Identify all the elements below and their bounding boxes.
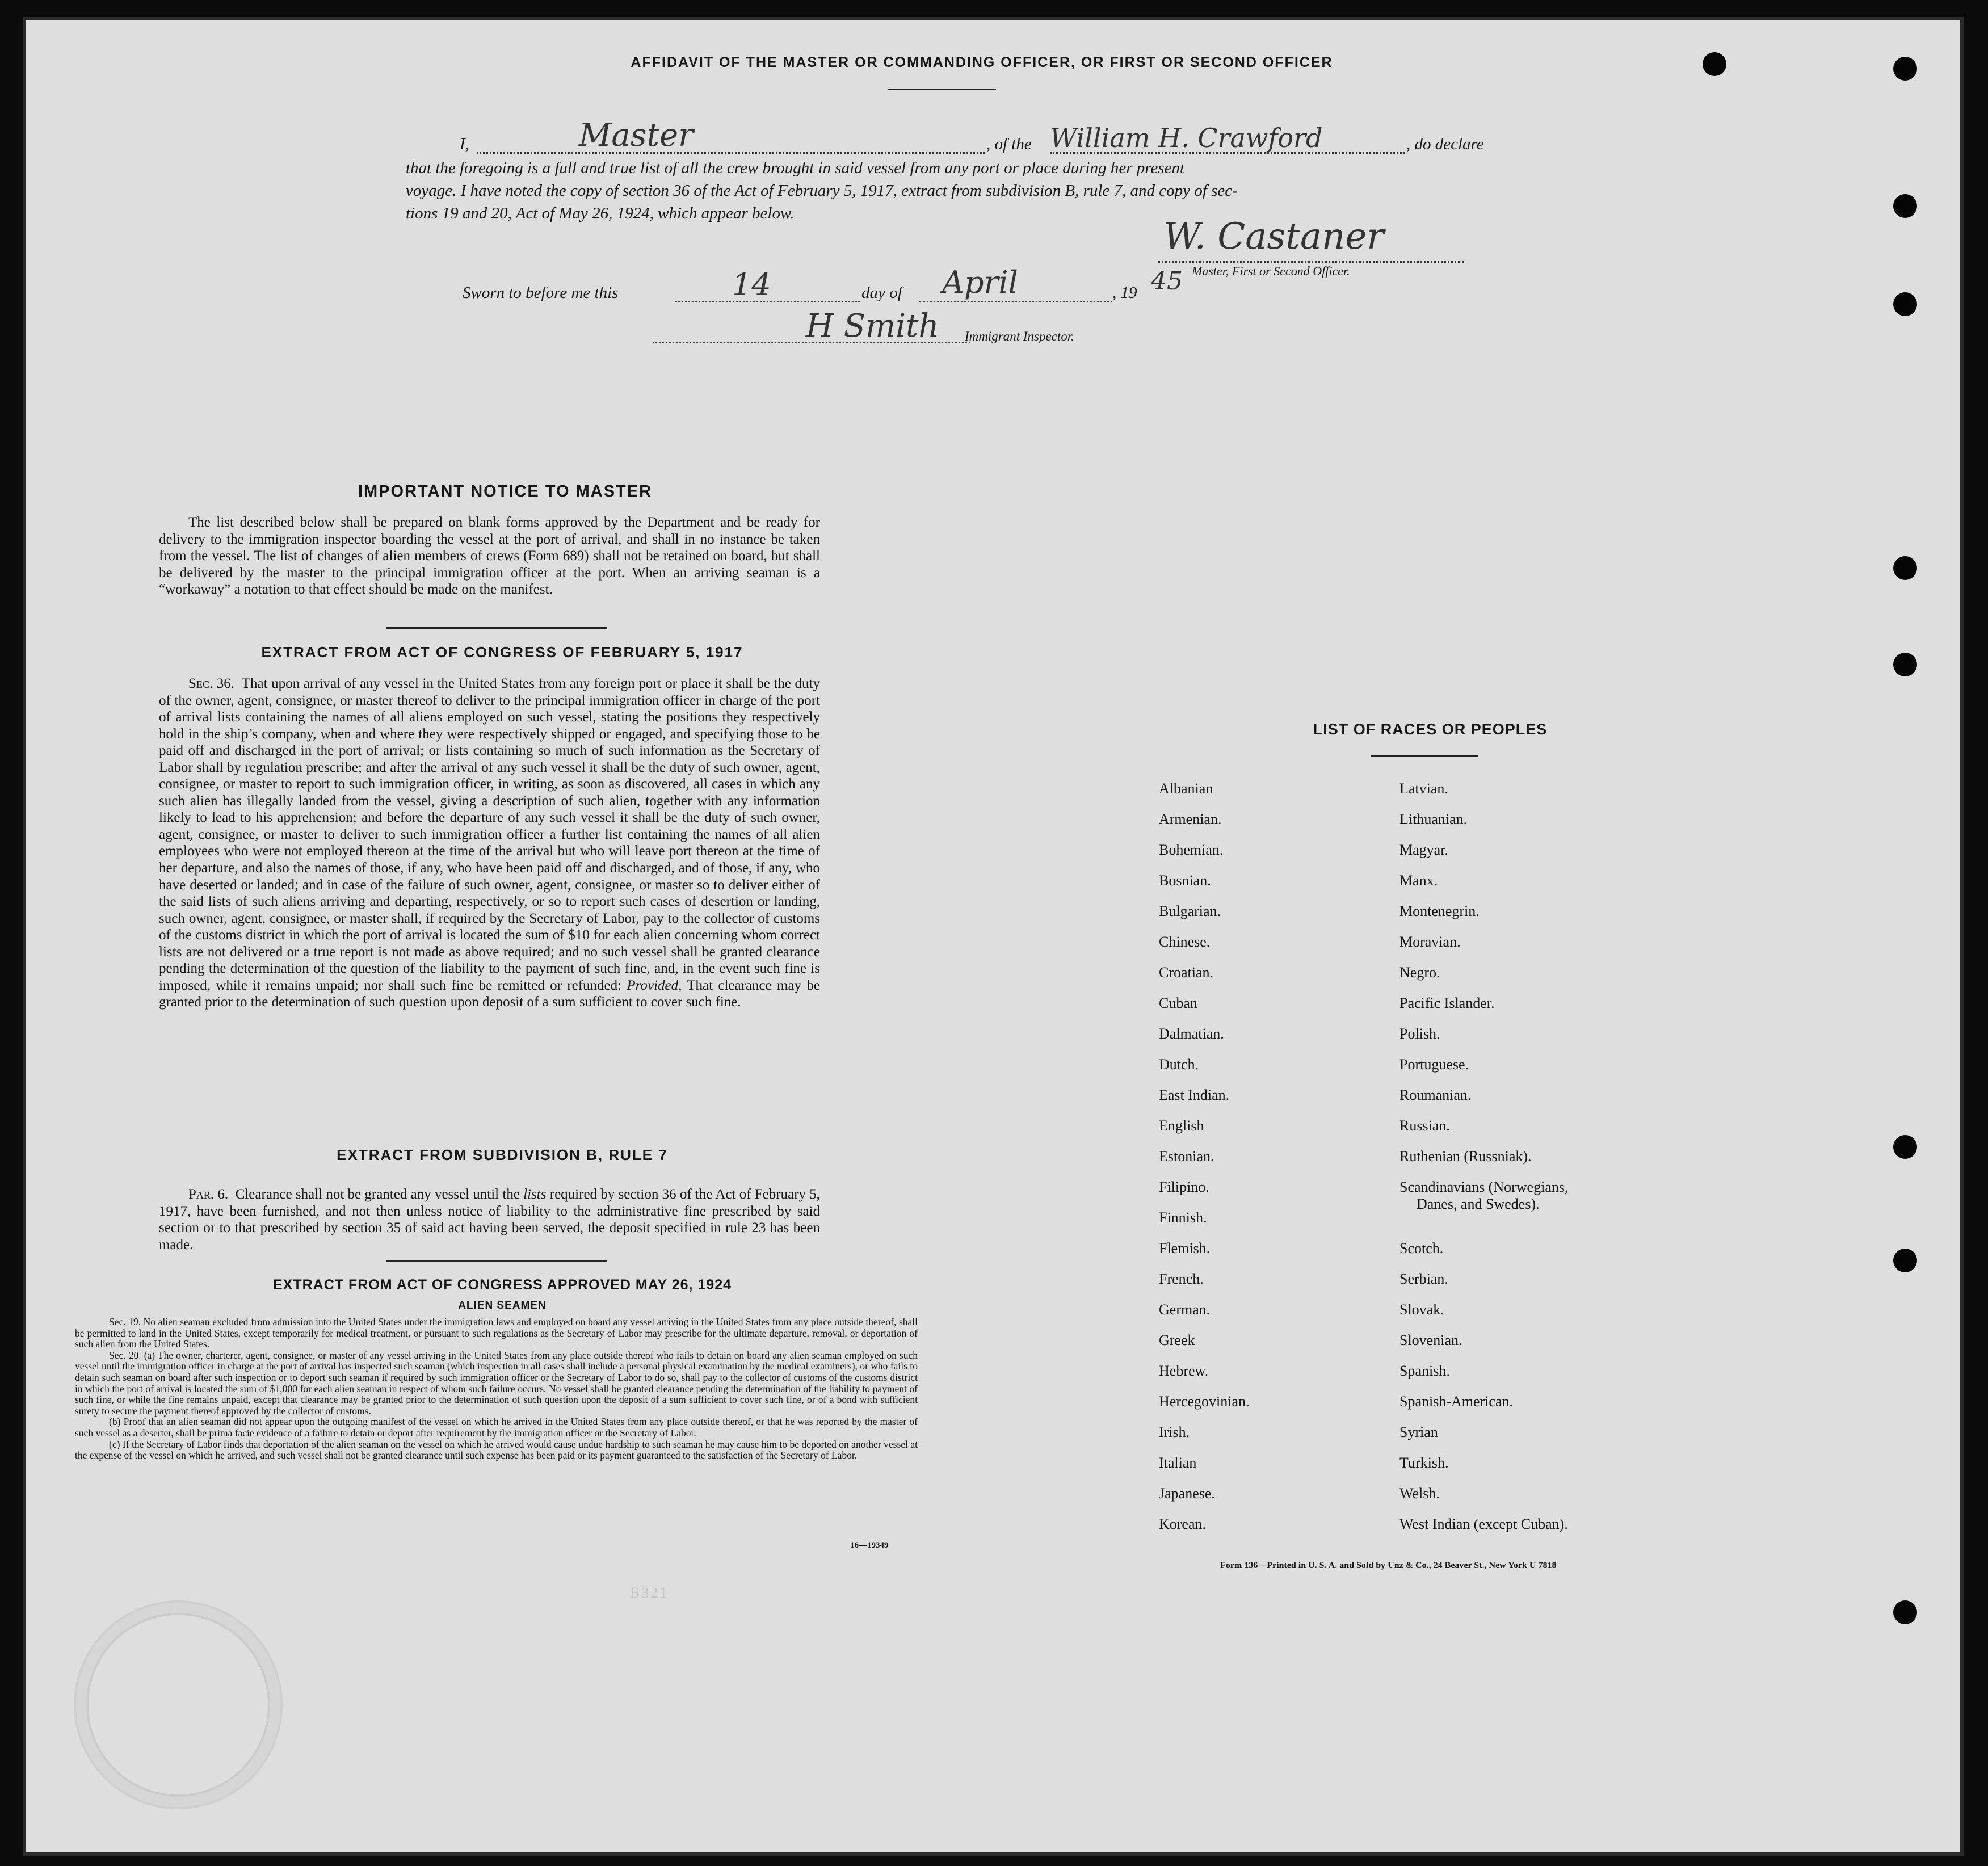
race-item: Japanese. <box>1159 1485 1215 1502</box>
punch-hole-icon <box>1893 194 1917 218</box>
punch-hole-icon <box>1703 52 1726 76</box>
race-item: Armenian. <box>1159 811 1222 827</box>
race-item: Hebrew. <box>1159 1363 1209 1379</box>
year-prefix: , 19 <box>1112 284 1137 302</box>
embossed-seal-icon <box>74 1600 283 1809</box>
race-item: Cuban <box>1159 995 1197 1011</box>
race-item: Bosnian. <box>1159 872 1211 889</box>
name-dotted-line <box>477 152 985 154</box>
inspector-dotted-line <box>653 342 970 343</box>
race-item: Welsh. <box>1399 1485 1440 1502</box>
race-item: Estonian. <box>1159 1148 1214 1165</box>
race-item: German. <box>1159 1301 1211 1318</box>
subdivision-b-title: EXTRACT FROM SUBDIVISION B, RULE 7 <box>337 1146 668 1163</box>
race-item: West Indian (except Cuban). <box>1399 1516 1568 1532</box>
paragraph-number: Par. 6. <box>188 1187 229 1202</box>
race-item: Negro. <box>1399 964 1440 981</box>
race-item: Dalmatian. <box>1159 1026 1224 1042</box>
master-signature: W. Castaner <box>1163 216 1384 258</box>
race-item: Albanian <box>1159 780 1213 797</box>
punch-hole-icon <box>1893 57 1917 81</box>
punch-hole-icon <box>1893 556 1917 580</box>
provided-label: Provided, <box>627 977 682 993</box>
document-page <box>23 17 1964 1856</box>
race-item: Chinese. <box>1159 934 1211 950</box>
signature-label: Master, First or Second Officer. <box>1192 264 1350 278</box>
affidavit-title: AFFIDAVIT OF THE MASTER OR COMMANDING OFFICER, OR FIRST OR SECOND OFFICER <box>631 54 1333 70</box>
sworn-label: Sworn to before me this <box>463 284 619 302</box>
race-item: Greek <box>1159 1332 1195 1348</box>
race-item: Russian. <box>1399 1117 1450 1134</box>
print-code: 16—19349 <box>850 1541 889 1550</box>
section-number: Sec. 36. <box>188 676 235 691</box>
punch-hole-icon <box>1893 653 1917 676</box>
section-20b: (b) Proof that an alien seaman did not appear upon the outgoing manifest of the vessel on which he arrived in the United States from any place outside thereof, or that he was reported by the master of such vessel as a deserter, shall be prima facie evidence of a failure to detain or deport after requirement by the immigration officer or the Secretary of Labor. <box>75 1416 918 1439</box>
punch-hole-icon <box>1893 1249 1917 1272</box>
race-item: Magyar. <box>1399 842 1448 858</box>
race-item: Spanish. <box>1399 1363 1450 1379</box>
race-item: Irish. <box>1159 1424 1190 1440</box>
race-item: Manx. <box>1399 872 1438 889</box>
race-item: Bohemian. <box>1159 842 1224 858</box>
extract1924-title: EXTRACT FROM ACT OF CONGRESS APPROVED MAY 26, 1924 <box>272 1277 732 1293</box>
extract1917-body <box>159 675 820 1011</box>
race-item: Croatian. <box>1159 964 1214 981</box>
races-title: LIST OF RACES OR PEOPLES <box>1313 721 1548 738</box>
section-19: Sec. 19. No alien seaman excluded from admission into the United States under the immigration laws and employed on board any vessel arriving in the United States from any place outside thereof, shall be permitted to land in the United States, except temporarily for medical treatment, or pursuant to such regulations as the Secretary of Labor may prescribe for the ultimate departure, removal, or deportation of such alien from the United States. <box>75 1316 918 1350</box>
race-item: Italian <box>1159 1455 1197 1471</box>
divider <box>1371 755 1478 757</box>
year-value: 45 <box>1151 267 1183 296</box>
inspector-signature: H Smith <box>806 308 939 344</box>
race-item: Finnish. <box>1159 1209 1207 1226</box>
race-item: Roumanian. <box>1399 1087 1472 1103</box>
race-item: English <box>1159 1117 1204 1134</box>
race-item: Spanish-American. <box>1399 1393 1514 1410</box>
race-item: Korean. <box>1159 1516 1207 1532</box>
race-item: Slovenian. <box>1399 1332 1462 1348</box>
race-item: Turkish. <box>1399 1455 1449 1471</box>
race-item: Scotch. <box>1399 1240 1444 1256</box>
form-printer-line: Form 136—Printed in U. S. A. and Sold by Unz & Co., 24 Beaver St., New York U 7818 <box>1220 1561 1557 1570</box>
divider <box>386 627 607 629</box>
race-item: Dutch. <box>1159 1056 1199 1073</box>
stamp-text: B321 <box>630 1585 669 1601</box>
alien-seamen-subtitle: ALIEN SEAMEN <box>458 1300 547 1312</box>
vessel-handwritten: William H. Crawford <box>1050 123 1323 153</box>
divider <box>888 89 996 90</box>
inspector-label: Immigrant Inspector. <box>965 329 1074 343</box>
race-item: Latvian. <box>1399 780 1448 797</box>
section-20a: Sec. 20. (a) The owner, charterer, agent, consignee, or master of any vessel arriving in the United States from any place outside thereof who fails to detain on board any alien seaman employed on such vessel until the immigration officer in charge at the port of arrival has inspected such seaman (which inspection in all cases shall include a personal physical examination by the medical examiners), or who fails to detain such seaman on board after such inspection or to deport such seaman if required by such immigration officer or the Secretary of Labor to do so, shall pay to the collector of customs of the customs district in which the port of arrival is located the sum of $1,000 for each alien seaman in respect of whom such failure occurs. No vessel shall be granted clearance pending the determination of the liability to payment of such fine, or while the fine remains unpaid, except that clearance may be granted prior to the determination of such question upon the deposit of a sum sufficient to cover such fine, or of a bond with sufficient surety to secure the payment thereof approved by the collector of customs. <box>75 1349 918 1417</box>
race-item: Polish. <box>1399 1026 1440 1042</box>
subdivision-b-text: Clearance shall not be granted any vessel until the <box>235 1187 520 1202</box>
race-item: Bulgarian. <box>1159 903 1221 919</box>
race-item: Lithuanian. <box>1399 811 1468 827</box>
race-item: Scandinavians (Norwegians, <box>1399 1179 1569 1195</box>
race-item: Portuguese. <box>1399 1056 1469 1073</box>
punch-hole-icon <box>1893 292 1917 316</box>
race-item: Flemish. <box>1159 1240 1211 1256</box>
notice-body: The list described below shall be prepared on blank forms approved by the Department and be ready for delivery to the immigration inspector boarding the vessel at the port of arrival, and shall in no instance be taken from the vessel. The list of changes of alien members of crews (Form 689) shall not be retained on board, but shall be delivered by the master to the principal immigration officer at the port. When an arriving seaman is a “workaway” a notation to that effect should be made on the manifest. <box>159 515 820 597</box>
race-item: Danes, and Swedes). <box>1417 1196 1540 1212</box>
section-36-text-end: That clearance may be granted prior to the determination of such question upon deposit of a sum sufficient to cover such fine. <box>159 977 820 1010</box>
affidavit-i-label: I, <box>460 135 469 153</box>
race-item: Hercegovinian. <box>1159 1393 1250 1410</box>
race-item: Syrian <box>1399 1424 1438 1440</box>
punch-hole-icon <box>1893 1600 1917 1624</box>
name-handwritten: Master <box>579 117 694 154</box>
race-item: Pacific Islander. <box>1399 995 1495 1011</box>
race-item: Serbian. <box>1399 1271 1448 1287</box>
race-item: Ruthenian (Russniak). <box>1399 1148 1532 1165</box>
extract1917-title: EXTRACT FROM ACT OF CONGRESS OF FEBRUARY 5, 1917 <box>261 644 743 661</box>
affidavit-line-4: tions 19 and 20, Act of May 26, 1924, which appear below. <box>406 204 795 222</box>
race-item: Montenegrin. <box>1399 903 1480 919</box>
day-value: 14 <box>732 267 771 302</box>
do-declare-label: , do declare <box>1406 135 1484 153</box>
section-36-text: That upon arrival of any vessel in the United States from any foreign port or place it shall be the duty of the owner, agent, consignee, or master thereof to deliver to the principal immigration officer in charge of the port of arrival lists containing the names of all aliens employed on such vessel, stating the positions they respectively hold in the ship’s company, when and where they were respectively shipped or engaged, and specifying those to be paid off and discharged in the port of arrival; or lists containing so much of such information as the Secretary of Labor shall by regulation prescribe; and after the arrival of any such vessel it shall be the duty of such owner, agent, consignee, or master to report to such immigration officer, in writing, as soon as discovered, all cases in which any such alien has illegally landed from the vessel, giving a description of such alien, together with any information likely to lead to his apprehension; and before the departure of any such vessel it shall be the duty of such owner, agent, consignee, or master to deliver to such immigration officer a further list containing the names of all alien employees who were not employed thereon at the time of the arrival but who will leave port thereon at the time of her departure, and also the names of those, if any, who have been paid off and discharged, and of those, if any, who have deserted or landed; and in case of the failure of such owner, agent, consignee, or master so to deliver either of the said lists of such aliens arriving and departing, respectively, or so to report such cases of desertion or landing, such owner, agent, consignee, or master shall, if required by the Secretary of Labor, pay to the collector of customs of the customs district in which the port of arrival is located the sum of $10 for each alien concerning whom correct lists are not delivered or a true report is not made as above required; and no such vessel shall be granted clearance pending the determination of the question of the liability to the payment of such fine, and, in the event such fine is imposed, while it remains unpaid; nor shall such fine be remitted or refunded: <box>159 676 820 993</box>
subdivision-b-text-end: required by section 36 of the Act of February 5, 1917, have been furnished, and not then unless notice of liability to the administrative fine prescribed by said section or to that prescribed by section 35 of said act having been served, the deposit specified in rule 23 has been made. <box>159 1187 821 1253</box>
of-the-label: , of the <box>986 135 1032 153</box>
race-item: Moravian. <box>1399 934 1461 950</box>
day-of-label: day of <box>861 284 902 302</box>
subdivision-b-body <box>159 1186 820 1253</box>
race-item: Slovak. <box>1399 1301 1444 1318</box>
month-dotted-line <box>919 301 1112 302</box>
affidavit-line-3: voyage. I have noted the copy of section 36 of the Act of February 5, 1917, extract from subdivision B, rule 7, and copy of sec- <box>406 182 1238 200</box>
divider <box>386 1260 607 1262</box>
notice-title: IMPORTANT NOTICE TO MASTER <box>358 482 653 501</box>
race-item: Filipino. <box>1159 1179 1209 1195</box>
extract1924-body <box>75 1317 918 1461</box>
race-item: East Indian. <box>1159 1087 1230 1103</box>
month-value: April <box>942 264 1018 300</box>
punch-hole-icon <box>1893 1135 1917 1159</box>
race-item: French. <box>1159 1271 1204 1287</box>
signature-dotted-line <box>1158 261 1464 263</box>
lists-word: lists <box>523 1187 547 1202</box>
section-20c: (c) If the Secretary of Labor finds that deportation of the alien seaman on the vessel on which he arrived would cause undue hardship to such seaman he may cause him to be deported on another vessel at the expense of the vessel on which he arrived, and such vessel shall not be granted clearance until such expense has been paid or its payment guaranteed to the satisfaction of the Secretary of Labor. <box>75 1438 918 1461</box>
affidavit-line-2: that the foregoing is a full and true list of all the crew brought in said vessel from any port or place during her present <box>406 159 1185 177</box>
